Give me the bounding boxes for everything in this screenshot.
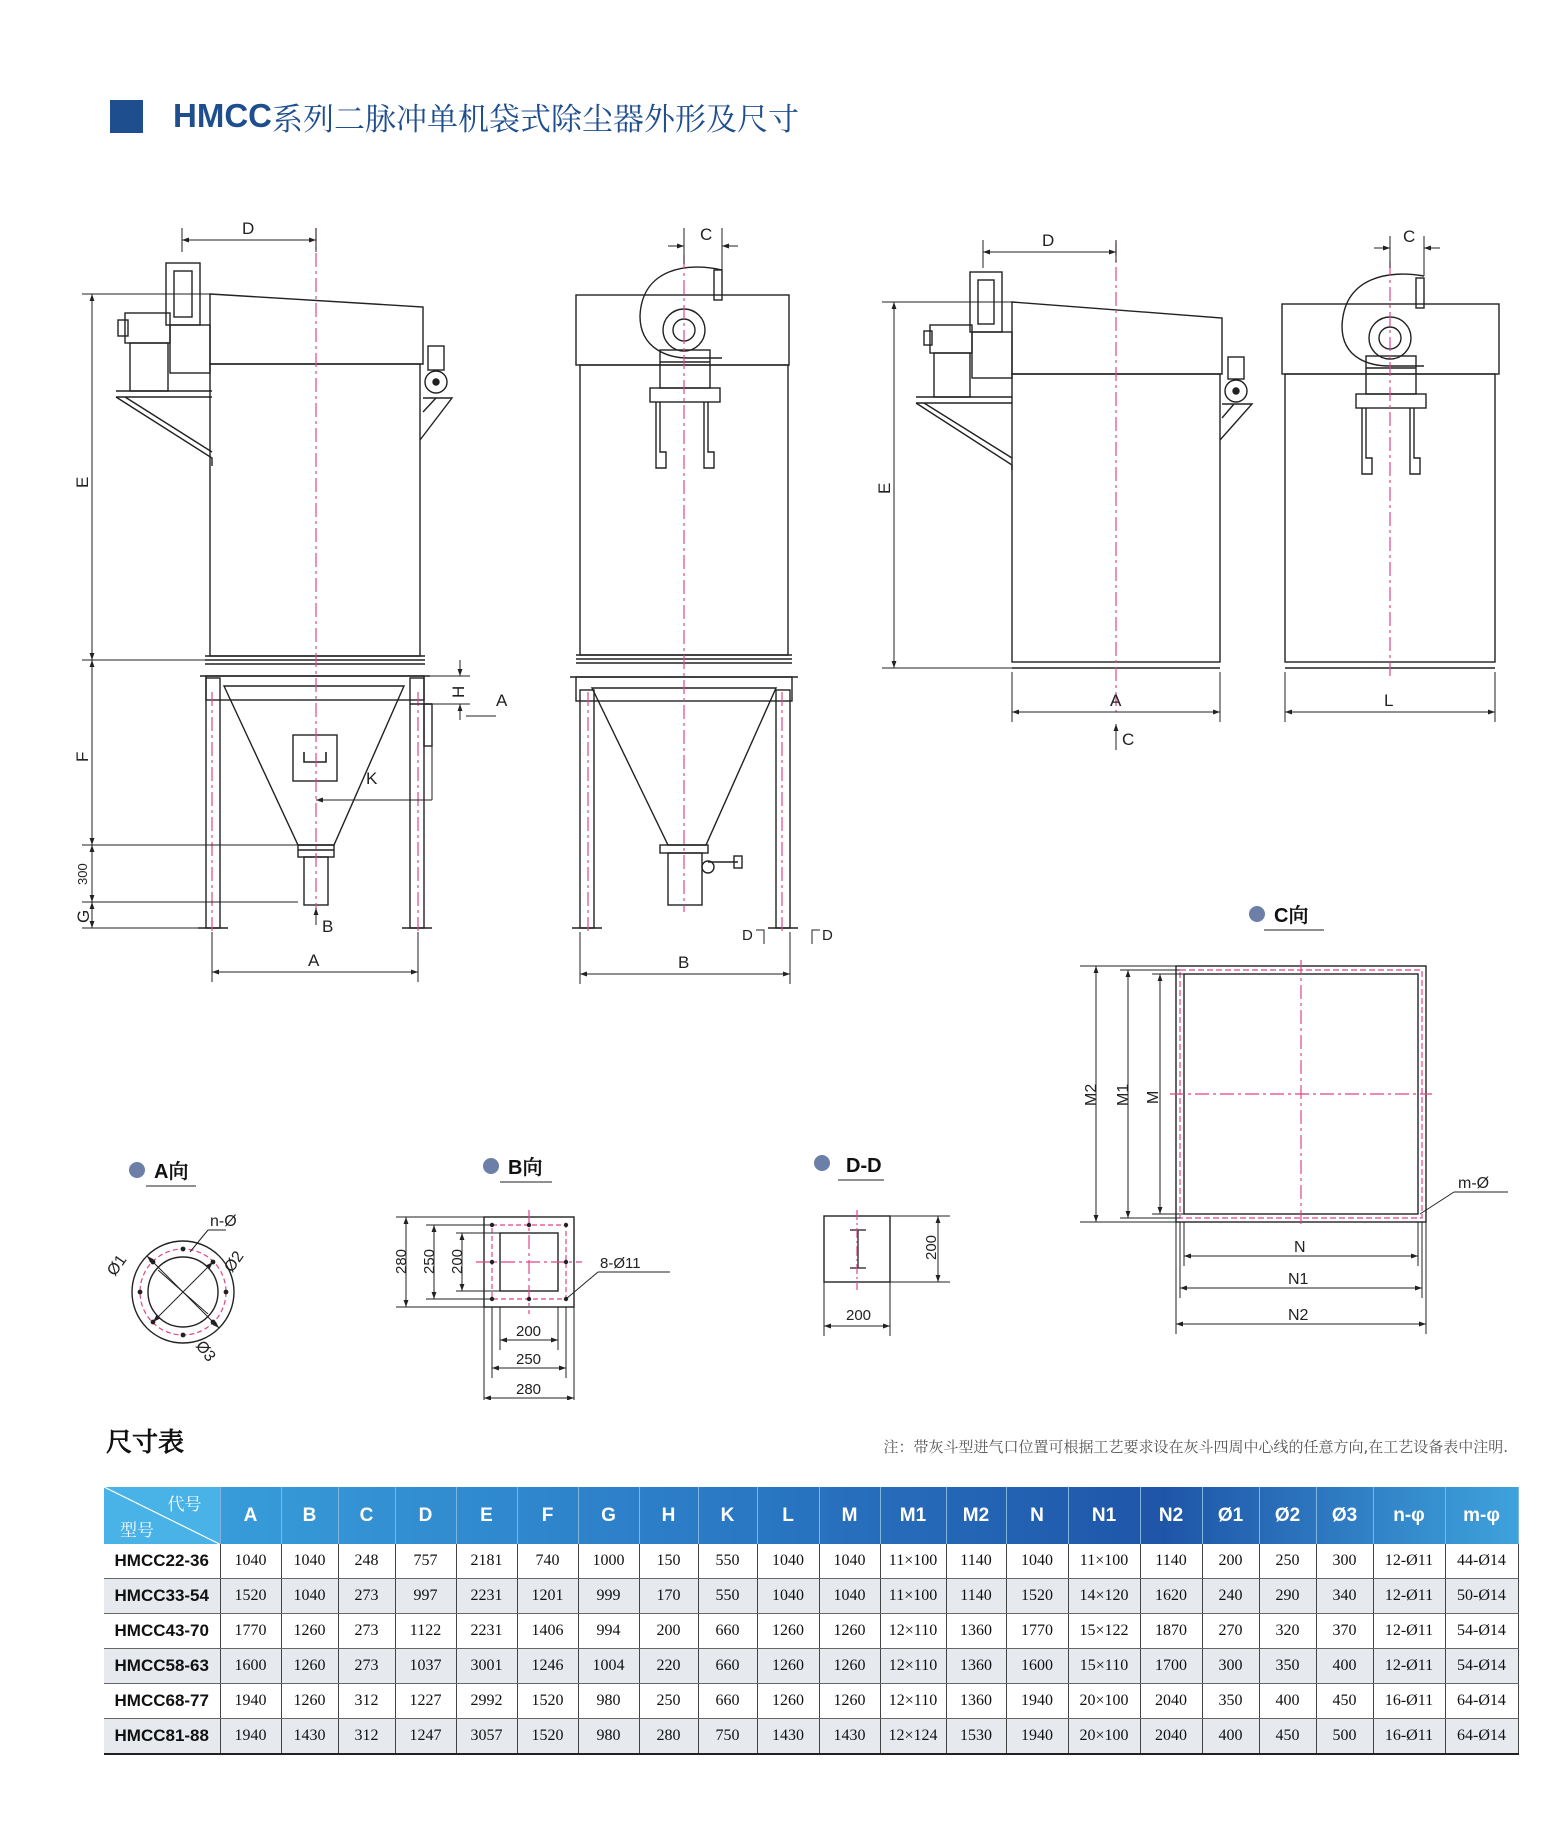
table-cell: 2181 (456, 1544, 517, 1579)
table-cell: 1040 (281, 1544, 338, 1579)
column-header: M1 (880, 1487, 946, 1544)
table-cell: 757 (395, 1544, 456, 1579)
view-arrow-b: B (322, 917, 334, 936)
table-cell: 1940 (1006, 1684, 1068, 1719)
front-elevation-no-hopper (916, 272, 1252, 668)
table-cell: 550 (698, 1579, 757, 1614)
dim-label-d-top: D (1042, 231, 1055, 250)
table-row (104, 1719, 1518, 1755)
table-cell: 54-Ø14 (1445, 1649, 1518, 1684)
table-cell: 1260 (281, 1684, 338, 1719)
table-cell: 1260 (819, 1684, 880, 1719)
table-cell: 1520 (517, 1684, 578, 1719)
dim-label-d2: Ø2 (221, 1248, 248, 1276)
table-cell: 3001 (456, 1649, 517, 1684)
dd-view-title: D-D (846, 1155, 882, 1177)
table-cell: 370 (1316, 1614, 1373, 1649)
table-cell: 273 (338, 1579, 395, 1614)
table-cell: 64-Ø14 (1445, 1684, 1518, 1719)
column-header: F (517, 1487, 578, 1544)
b-dim-280-v: 280 (393, 1248, 410, 1274)
table-cell: 400 (1259, 1684, 1316, 1719)
table-cell: 1870 (1140, 1614, 1202, 1649)
table-cell: 400 (1316, 1649, 1373, 1684)
dim-label-n1: N1 (1288, 1271, 1309, 1288)
table-cell: 290 (1259, 1579, 1316, 1614)
table-cell: 11×100 (880, 1579, 946, 1614)
table-cell: 1227 (395, 1684, 456, 1719)
table-cell: 1260 (757, 1649, 819, 1684)
corner-label-code: 代号 (167, 1495, 202, 1514)
table-cell: 1620 (1140, 1579, 1202, 1614)
table-body (104, 1544, 1518, 1754)
table-cell: 248 (338, 1544, 395, 1579)
dim-label-a-right: A (1110, 691, 1122, 710)
table-cell: 270 (1202, 1614, 1259, 1649)
dim-label-m: M (1145, 1090, 1162, 1104)
b-dim-200-v: 200 (449, 1248, 466, 1274)
table-cell: 11×100 (880, 1544, 946, 1579)
dim-label-d: D (242, 219, 255, 238)
table-cell: 1520 (220, 1579, 281, 1614)
dd-dim-200-v: 200 (923, 1234, 940, 1260)
table-cell: 12-Ø11 (1373, 1649, 1445, 1684)
column-header: Ø3 (1316, 1487, 1373, 1544)
table-cell: 1940 (1006, 1719, 1068, 1755)
table-cell: 54-Ø14 (1445, 1614, 1518, 1649)
table-cell: 3057 (456, 1719, 517, 1755)
table-cell: 1140 (946, 1544, 1006, 1579)
c-view (1080, 903, 1508, 1334)
table-cell: 64-Ø14 (1445, 1719, 1518, 1755)
column-header: n-φ (1373, 1487, 1445, 1544)
dim-label-l: L (1384, 691, 1394, 710)
table-cell: 1201 (517, 1579, 578, 1614)
dim-label-n: N (1294, 1239, 1306, 1256)
table-cell: 320 (1259, 1614, 1316, 1649)
table-cell: 1430 (281, 1719, 338, 1755)
front-elevation-hopper (116, 263, 452, 928)
table-cell: 1040 (819, 1579, 880, 1614)
table-cell: 300 (1202, 1649, 1259, 1684)
column-header: L (757, 1487, 819, 1544)
table-cell: 1600 (1006, 1649, 1068, 1684)
table-cell: 1040 (281, 1579, 338, 1614)
column-header: m-φ (1445, 1487, 1518, 1544)
table-cell: 1140 (946, 1579, 1006, 1614)
table-cell: 14×120 (1068, 1579, 1140, 1614)
table-cell: 312 (338, 1684, 395, 1719)
column-header: M2 (946, 1487, 1006, 1544)
table-cell: 1122 (395, 1614, 456, 1649)
table-cell: 240 (1202, 1579, 1259, 1614)
dim-label-d3: Ø3 (191, 1337, 219, 1366)
table-cell: 12-Ø11 (1373, 1544, 1445, 1579)
table-cell: 1040 (1006, 1544, 1068, 1579)
table-row (104, 1614, 1518, 1649)
column-header: N2 (1140, 1487, 1202, 1544)
dim-label-m2: M2 (1083, 1083, 1100, 1106)
table-cell: 12-Ø11 (1373, 1579, 1445, 1614)
column-header: M (819, 1487, 880, 1544)
column-header: E (456, 1487, 517, 1544)
table-cell: 999 (578, 1579, 639, 1614)
table-cell: 2231 (456, 1614, 517, 1649)
table-cell: 200 (1202, 1544, 1259, 1579)
table-cell: 400 (1202, 1719, 1259, 1755)
table-cell: 1037 (395, 1649, 456, 1684)
table-cell: 1600 (220, 1649, 281, 1684)
table-cell: 250 (639, 1684, 698, 1719)
table-cell: 220 (639, 1649, 698, 1684)
table-row (104, 1544, 1518, 1579)
view-arrow-c: C (1122, 730, 1135, 749)
table-row (104, 1684, 1518, 1719)
table-cell: 1406 (517, 1614, 578, 1649)
table-cell: 1260 (757, 1614, 819, 1649)
model-cell: HMCC43-70 (104, 1614, 220, 1649)
table-cell: 1246 (517, 1649, 578, 1684)
table-cell: 1360 (946, 1649, 1006, 1684)
table-cell: 1360 (946, 1684, 1006, 1719)
table-cell: 1040 (819, 1544, 880, 1579)
dim-label-g: G (74, 909, 93, 923)
model-cell: HMCC33-54 (104, 1579, 220, 1614)
table-cell: 20×100 (1068, 1684, 1140, 1719)
table-cell: 250 (1259, 1544, 1316, 1579)
table-cell: 1520 (1006, 1579, 1068, 1614)
b-dim-200-h: 200 (516, 1323, 542, 1340)
table-cell: 1004 (578, 1649, 639, 1684)
table-cell: 350 (1202, 1684, 1259, 1719)
b-dim-holes: 8-Ø11 (600, 1255, 641, 1272)
table-cell: 1260 (281, 1649, 338, 1684)
table-cell: 1040 (757, 1544, 819, 1579)
table-cell: 15×110 (1068, 1649, 1140, 1684)
table-cell: 660 (698, 1614, 757, 1649)
table-cell: 1700 (1140, 1649, 1202, 1684)
table-cell: 2040 (1140, 1684, 1202, 1719)
table-cell: 550 (698, 1544, 757, 1579)
model-cell: HMCC22-36 (104, 1544, 220, 1579)
table-cell: 2992 (456, 1684, 517, 1719)
dim-label-m-phi: m-Ø (1458, 1175, 1490, 1192)
table-cell: 1520 (517, 1719, 578, 1755)
column-header: D (395, 1487, 456, 1544)
title-series-code: HMCC (173, 97, 272, 134)
table-cell: 1260 (281, 1614, 338, 1649)
table-cell: 12×110 (880, 1614, 946, 1649)
column-header: H (639, 1487, 698, 1544)
column-header: B (281, 1487, 338, 1544)
section-mark-d-left: D (742, 927, 753, 944)
column-header: N (1006, 1487, 1068, 1544)
table-cell: 12×124 (880, 1719, 946, 1755)
table-cell: 312 (338, 1719, 395, 1755)
dim-label-d1: Ø1 (104, 1251, 131, 1280)
view-arrow-a: A (496, 691, 508, 710)
dim-label-e-right: E (875, 482, 894, 494)
table-cell: 980 (578, 1684, 639, 1719)
model-cell: HMCC81-88 (104, 1719, 220, 1755)
table-cell: 1430 (757, 1719, 819, 1755)
column-header: G (578, 1487, 639, 1544)
table-cell: 15×122 (1068, 1614, 1140, 1649)
table-cell: 450 (1316, 1684, 1373, 1719)
table-cell: 1260 (819, 1614, 880, 1649)
table-cell: 1770 (220, 1614, 281, 1649)
table-cell: 1530 (946, 1719, 1006, 1755)
b-dim-250-v: 250 (421, 1248, 438, 1274)
table-cell: 750 (698, 1719, 757, 1755)
table-cell: 273 (338, 1614, 395, 1649)
table-cell: 150 (639, 1544, 698, 1579)
column-header: A (220, 1487, 281, 1544)
table-cell: 1247 (395, 1719, 456, 1755)
dim-label-m1: M1 (1115, 1083, 1132, 1106)
b-dim-280-h: 280 (516, 1381, 542, 1398)
dim-label-n2: N2 (1288, 1307, 1309, 1324)
table-cell: 1000 (578, 1544, 639, 1579)
a-view (104, 1159, 247, 1365)
column-header: Ø1 (1202, 1487, 1259, 1544)
table-cell: 200 (639, 1614, 698, 1649)
table-cell: 11×100 (1068, 1544, 1140, 1579)
table-cell: 500 (1316, 1719, 1373, 1755)
c-view-title: C向 (1274, 905, 1309, 927)
dimension-table (104, 1487, 1519, 1755)
table-cell: 1360 (946, 1614, 1006, 1649)
table-cell: 1940 (220, 1719, 281, 1755)
dim-label-k: K (366, 769, 378, 788)
corner-label-model: 型号 (120, 1521, 154, 1540)
dimension-table-note: 注：带灰斗型进气口位置可根据工艺要求设在灰斗四周中心线的任意方向,在工艺设备表中注明. (883, 1438, 1508, 1456)
dim-label-f: F (73, 751, 92, 762)
table-cell: 1040 (220, 1544, 281, 1579)
dim-label-c-top: C (1403, 227, 1416, 246)
dim-label-h: H (449, 685, 468, 698)
table-cell: 44-Ø14 (1445, 1544, 1518, 1579)
table-cell: 994 (578, 1614, 639, 1649)
table-cell: 740 (517, 1544, 578, 1579)
dimension-table-title: 尺寸表 (106, 1428, 185, 1458)
table-cell: 273 (338, 1649, 395, 1684)
table-cell: 12×110 (880, 1684, 946, 1719)
title-description: 系列二脉冲单机袋式除尘器外形及尺寸 (271, 101, 799, 138)
table-cell: 1430 (819, 1719, 880, 1755)
table-cell: 12-Ø11 (1373, 1614, 1445, 1649)
dim-label-c-side: C (700, 225, 713, 244)
table-cell: 16-Ø11 (1373, 1684, 1445, 1719)
dim-label-n-phi: n-Ø (210, 1213, 237, 1230)
column-header: C (338, 1487, 395, 1544)
a-view-title: A向 (154, 1161, 189, 1183)
table-cell: 997 (395, 1579, 456, 1614)
table-cell: 1260 (757, 1684, 819, 1719)
table-cell: 450 (1259, 1719, 1316, 1755)
b-dim-250-h: 250 (516, 1351, 542, 1368)
table-header-row (104, 1487, 1518, 1544)
dd-dim-200-h: 200 (846, 1307, 872, 1324)
dd-view (814, 1155, 950, 1336)
dim-label-a: A (308, 951, 320, 970)
table-cell: 300 (1316, 1544, 1373, 1579)
table-cell: 280 (639, 1719, 698, 1755)
table-cell: 170 (639, 1579, 698, 1614)
model-cell: HMCC68-77 (104, 1684, 220, 1719)
table-cell: 1140 (1140, 1544, 1202, 1579)
table-cell: 16-Ø11 (1373, 1719, 1445, 1755)
b-view (393, 1155, 670, 1400)
table-cell: 660 (698, 1649, 757, 1684)
table-cell: 12×110 (880, 1649, 946, 1684)
table-cell: 1770 (1006, 1614, 1068, 1649)
table-cell: 20×100 (1068, 1719, 1140, 1755)
column-header: Ø2 (1259, 1487, 1316, 1544)
table-cell: 1940 (220, 1684, 281, 1719)
dim-label-b: B (678, 953, 690, 972)
table-cell: 50-Ø14 (1445, 1579, 1518, 1614)
b-view-title: B向 (508, 1157, 543, 1179)
table-cell: 660 (698, 1684, 757, 1719)
table-cell: 350 (1259, 1649, 1316, 1684)
model-cell: HMCC58-63 (104, 1649, 220, 1684)
table-row (104, 1579, 1518, 1614)
dim-label-300: 300 (75, 863, 90, 885)
table-corner-cell (104, 1487, 220, 1544)
table-cell: 1040 (757, 1579, 819, 1614)
section-mark-d-right: D (822, 927, 833, 944)
table-cell: 2231 (456, 1579, 517, 1614)
table-cell: 980 (578, 1719, 639, 1755)
table-row (104, 1649, 1518, 1684)
column-header: N1 (1068, 1487, 1140, 1544)
column-header: K (698, 1487, 757, 1544)
table-cell: 1260 (819, 1649, 880, 1684)
table-cell: 340 (1316, 1579, 1373, 1614)
dim-label-e: E (73, 476, 92, 488)
table-cell: 2040 (1140, 1719, 1202, 1755)
